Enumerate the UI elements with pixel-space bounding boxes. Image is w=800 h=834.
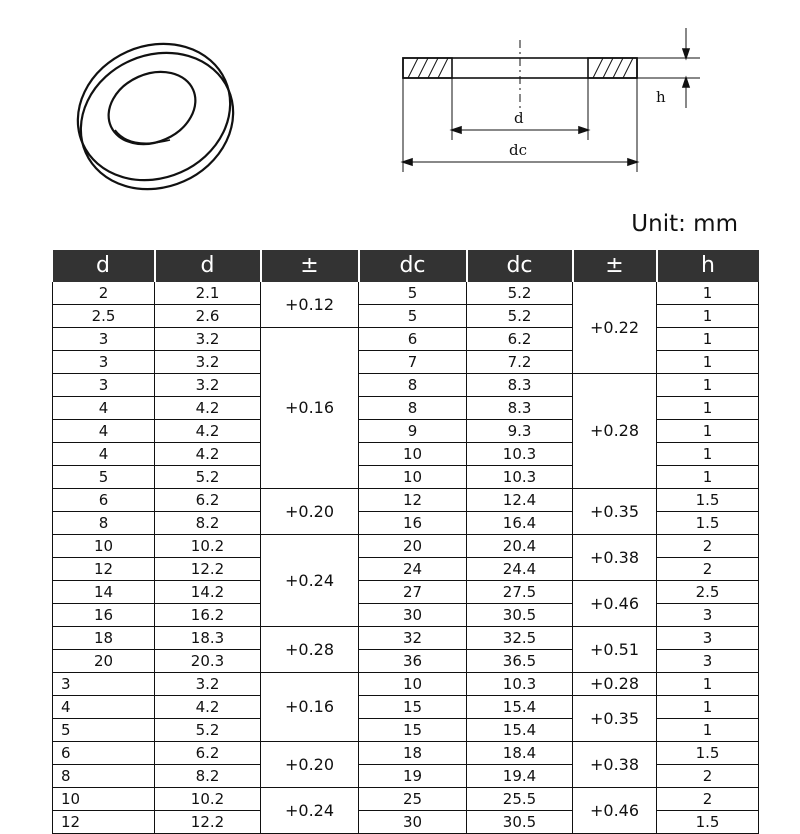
cell-h: 1 <box>657 282 759 305</box>
cell-dc-nominal: 20 <box>359 535 467 558</box>
cell-d-nominal: 4 <box>53 443 155 466</box>
cell-d-actual: 20.3 <box>155 650 261 673</box>
cell-d-actual: 12.2 <box>155 811 261 834</box>
cell-dc-actual: 8.3 <box>467 374 573 397</box>
cell-d-actual: 3.2 <box>155 374 261 397</box>
cell-dc-nominal: 25 <box>359 788 467 811</box>
washer-3d-drawing <box>56 20 255 200</box>
cell-h: 1 <box>657 719 759 742</box>
table-row <box>53 673 759 696</box>
cell-d-actual: 4.2 <box>155 443 261 466</box>
cell-d-actual: 3.2 <box>155 328 261 351</box>
cell-dc-actual: 36.5 <box>467 650 573 673</box>
cell-h: 1.5 <box>657 742 759 765</box>
cell-dc-nominal: 19 <box>359 765 467 788</box>
label-dc: dc <box>509 141 528 159</box>
cell-d-nominal: 10 <box>53 535 155 558</box>
cell-h: 2 <box>657 535 759 558</box>
cell-dc-actual: 32.5 <box>467 627 573 650</box>
table-row <box>53 535 759 558</box>
table-row <box>53 581 759 604</box>
cell-d-actual: 6.2 <box>155 742 261 765</box>
header-d-tolerance: ± <box>261 250 359 282</box>
cell-d-actual: 8.2 <box>155 765 261 788</box>
table-row <box>53 374 759 397</box>
cell-d-nominal: 2 <box>53 282 155 305</box>
cell-dc-nominal: 15 <box>359 696 467 719</box>
cell-dc-tolerance: +0.46 <box>573 581 657 627</box>
cell-d-nominal: 18 <box>53 627 155 650</box>
cell-h: 1 <box>657 673 759 696</box>
cell-dc-nominal: 10 <box>359 673 467 696</box>
cell-dc-tolerance: +0.38 <box>573 742 657 788</box>
cell-h: 1 <box>657 443 759 466</box>
cell-dc-actual: 27.5 <box>467 581 573 604</box>
cell-dc-actual: 10.3 <box>467 673 573 696</box>
cell-h: 3 <box>657 627 759 650</box>
cell-d-tolerance: +0.20 <box>261 489 359 535</box>
cell-dc-actual: 18.4 <box>467 742 573 765</box>
cell-d-nominal: 4 <box>53 696 155 719</box>
cell-d-nominal: 3 <box>53 374 155 397</box>
cell-d-tolerance: +0.16 <box>261 673 359 742</box>
cell-d-actual: 4.2 <box>155 397 261 420</box>
cell-d-nominal: 8 <box>53 765 155 788</box>
cell-d-actual: 2.1 <box>155 282 261 305</box>
cell-d-nominal: 4 <box>53 397 155 420</box>
header-dc-tolerance: ± <box>573 250 657 282</box>
cell-dc-tolerance: +0.35 <box>573 696 657 742</box>
cell-dc-nominal: 5 <box>359 305 467 328</box>
cell-h: 1 <box>657 696 759 719</box>
cell-d-nominal: 12 <box>53 811 155 834</box>
cell-h: 2 <box>657 788 759 811</box>
cell-h: 1 <box>657 466 759 489</box>
cell-dc-actual: 30.5 <box>467 604 573 627</box>
cell-d-actual: 16.2 <box>155 604 261 627</box>
table-row <box>53 282 759 305</box>
cell-d-nominal: 10 <box>53 788 155 811</box>
cell-d-tolerance: +0.24 <box>261 535 359 627</box>
cell-dc-actual: 5.2 <box>467 305 573 328</box>
cell-dc-tolerance: +0.46 <box>573 788 657 834</box>
cell-d-actual: 14.2 <box>155 581 261 604</box>
cell-dc-actual: 10.3 <box>467 443 573 466</box>
cell-h: 1 <box>657 397 759 420</box>
table-header-row <box>53 250 759 282</box>
cell-d-nominal: 4 <box>53 420 155 443</box>
header-dc-actual: dc <box>467 250 573 282</box>
cell-dc-nominal: 32 <box>359 627 467 650</box>
cell-dc-nominal: 12 <box>359 489 467 512</box>
header-d-actual: d <box>155 250 261 282</box>
cell-h: 1 <box>657 420 759 443</box>
cell-dc-actual: 24.4 <box>467 558 573 581</box>
cell-dc-actual: 15.4 <box>467 696 573 719</box>
cell-h: 1.5 <box>657 512 759 535</box>
cell-d-actual: 3.2 <box>155 673 261 696</box>
cell-d-actual: 18.3 <box>155 627 261 650</box>
cell-d-tolerance: +0.12 <box>261 282 359 328</box>
cell-d-actual: 2.6 <box>155 305 261 328</box>
cell-d-actual: 5.2 <box>155 466 261 489</box>
cell-dc-tolerance: +0.22 <box>573 282 657 374</box>
cell-dc-actual: 10.3 <box>467 466 573 489</box>
cell-dc-actual: 5.2 <box>467 282 573 305</box>
cell-dc-nominal: 36 <box>359 650 467 673</box>
cell-dc-nominal: 24 <box>359 558 467 581</box>
cell-d-actual: 10.2 <box>155 535 261 558</box>
cell-h: 1 <box>657 328 759 351</box>
cell-d-tolerance: +0.16 <box>261 328 359 489</box>
cell-h: 1 <box>657 374 759 397</box>
cell-d-nominal: 16 <box>53 604 155 627</box>
washer-figure <box>0 0 800 200</box>
cell-dc-tolerance: +0.38 <box>573 535 657 581</box>
cell-d-actual: 6.2 <box>155 489 261 512</box>
cell-dc-actual: 20.4 <box>467 535 573 558</box>
cell-dc-tolerance: +0.35 <box>573 489 657 535</box>
header-dc-nominal: dc <box>359 250 467 282</box>
unit-label: Unit: mm <box>631 211 738 237</box>
cell-dc-tolerance: +0.51 <box>573 627 657 673</box>
cell-d-nominal: 6 <box>53 742 155 765</box>
cell-dc-actual: 7.2 <box>467 351 573 374</box>
cell-dc-nominal: 7 <box>359 351 467 374</box>
cell-d-nominal: 3 <box>53 673 155 696</box>
header-h: h <box>657 250 759 282</box>
cell-dc-actual: 15.4 <box>467 719 573 742</box>
cell-d-nominal: 8 <box>53 512 155 535</box>
cell-dc-nominal: 18 <box>359 742 467 765</box>
cell-d-nominal: 6 <box>53 489 155 512</box>
cell-dc-nominal: 27 <box>359 581 467 604</box>
table-row <box>53 627 759 650</box>
cell-dc-actual: 9.3 <box>467 420 573 443</box>
washer-spec-table <box>52 250 759 834</box>
cell-h: 2 <box>657 765 759 788</box>
cell-dc-nominal: 30 <box>359 604 467 627</box>
cell-d-nominal: 5 <box>53 466 155 489</box>
cell-h: 1 <box>657 351 759 374</box>
cell-d-actual: 8.2 <box>155 512 261 535</box>
label-d: d <box>514 109 524 127</box>
cell-d-nominal: 3 <box>53 328 155 351</box>
table-row <box>53 788 759 811</box>
cell-dc-actual: 6.2 <box>467 328 573 351</box>
cell-h: 2 <box>657 558 759 581</box>
cell-d-actual: 3.2 <box>155 351 261 374</box>
cell-h: 3 <box>657 650 759 673</box>
cell-dc-actual: 16.4 <box>467 512 573 535</box>
cell-d-nominal: 14 <box>53 581 155 604</box>
table-row <box>53 742 759 765</box>
cell-dc-tolerance: +0.28 <box>573 673 657 696</box>
cell-h: 3 <box>657 604 759 627</box>
cell-d-nominal: 3 <box>53 351 155 374</box>
cell-dc-nominal: 15 <box>359 719 467 742</box>
header-d-nominal: d <box>53 250 155 282</box>
cell-d-nominal: 5 <box>53 719 155 742</box>
cell-dc-actual: 12.4 <box>467 489 573 512</box>
table-row <box>53 696 759 719</box>
table-body <box>53 282 759 834</box>
cell-dc-nominal: 16 <box>359 512 467 535</box>
cell-d-actual: 4.2 <box>155 420 261 443</box>
cell-d-actual: 10.2 <box>155 788 261 811</box>
label-h: h <box>656 88 666 106</box>
cell-d-actual: 4.2 <box>155 696 261 719</box>
cell-dc-actual: 19.4 <box>467 765 573 788</box>
cell-d-tolerance: +0.20 <box>261 742 359 788</box>
cell-dc-actual: 8.3 <box>467 397 573 420</box>
cell-dc-nominal: 6 <box>359 328 467 351</box>
cell-dc-nominal: 10 <box>359 443 467 466</box>
cell-d-actual: 12.2 <box>155 558 261 581</box>
cell-dc-nominal: 9 <box>359 420 467 443</box>
table-row <box>53 489 759 512</box>
cell-d-actual: 5.2 <box>155 719 261 742</box>
cell-h: 1.5 <box>657 489 759 512</box>
cell-h: 1 <box>657 305 759 328</box>
cell-d-nominal: 2.5 <box>53 305 155 328</box>
cell-h: 1.5 <box>657 811 759 834</box>
cell-dc-nominal: 8 <box>359 397 467 420</box>
cell-dc-actual: 25.5 <box>467 788 573 811</box>
cell-dc-nominal: 5 <box>359 282 467 305</box>
cell-d-nominal: 20 <box>53 650 155 673</box>
cell-dc-actual: 30.5 <box>467 811 573 834</box>
washer-drawings <box>0 0 800 200</box>
cell-h: 2.5 <box>657 581 759 604</box>
cell-d-nominal: 12 <box>53 558 155 581</box>
cell-dc-nominal: 8 <box>359 374 467 397</box>
cell-d-tolerance: +0.24 <box>261 788 359 834</box>
cell-dc-tolerance: +0.28 <box>573 374 657 489</box>
cell-dc-nominal: 10 <box>359 466 467 489</box>
cell-d-tolerance: +0.28 <box>261 627 359 673</box>
cell-dc-nominal: 30 <box>359 811 467 834</box>
